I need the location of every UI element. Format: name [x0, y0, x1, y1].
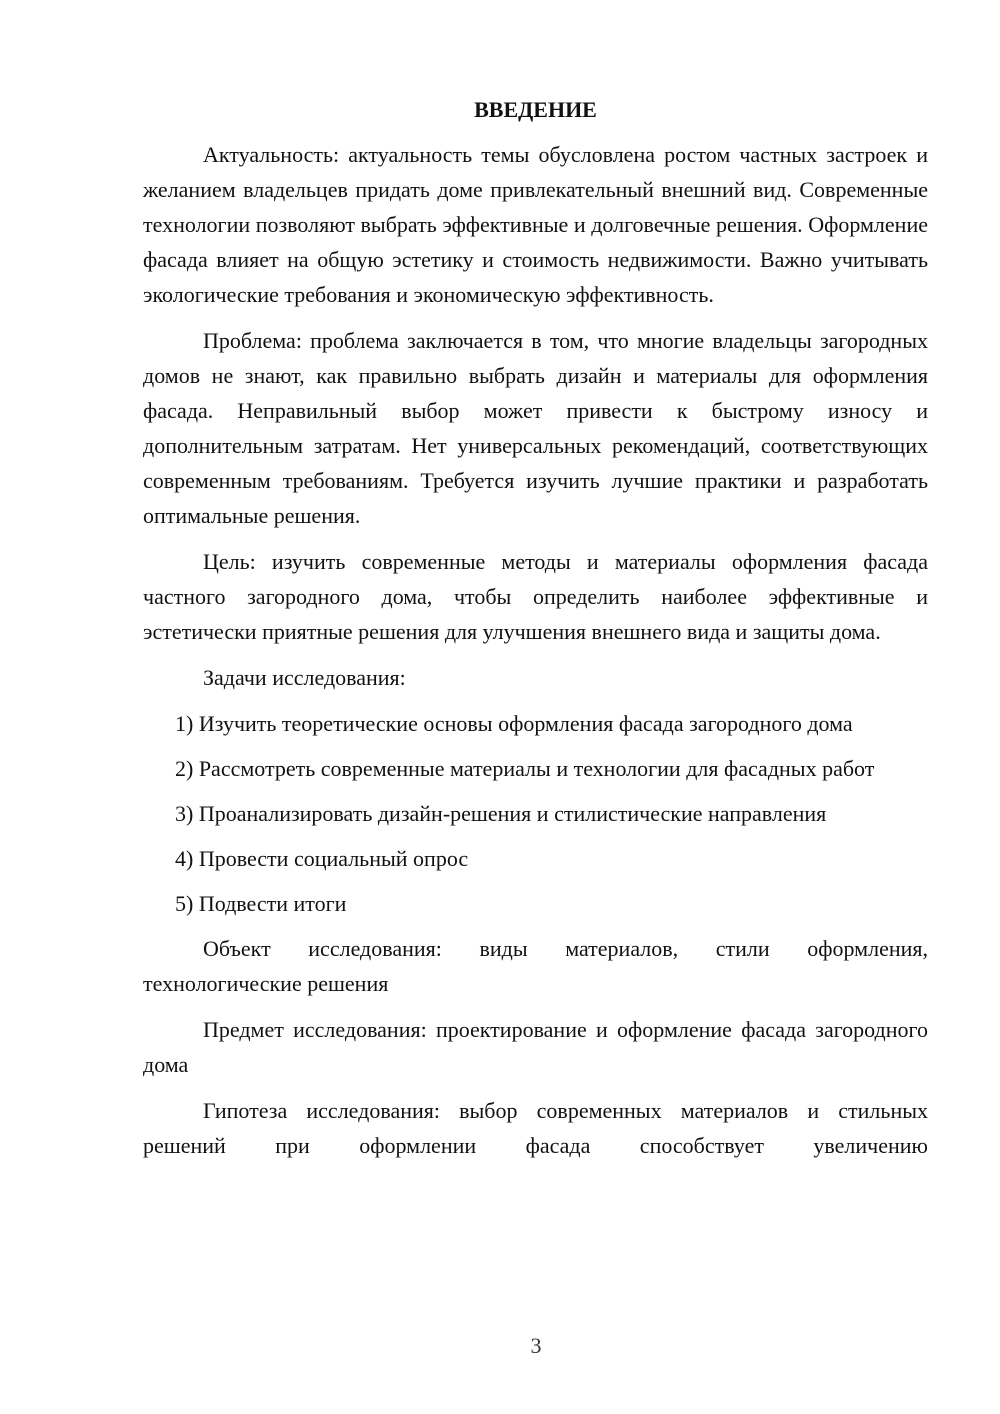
task-item: 2) Рассмотреть современные материалы и технологии для фасадных работ [175, 756, 875, 781]
task-item: 3) Проанализировать дизайн-решения и стилистические направления [175, 801, 827, 826]
document-page [143, 96, 928, 1174]
subject-paragraph: Предмет исследования: проектирование и оформление фасада загородного дома [143, 1017, 928, 1077]
task-item: 4) Провести социальный опрос [175, 846, 469, 871]
section-title: ВВЕДЕНИЕ [474, 97, 597, 122]
page-number: 3 [530, 1333, 542, 1358]
relevance-paragraph: Актуальность: актуальность темы обусловлена ростом частных застроек и желанием владельцев придать доме привлекательный внешний вид. Современные технологии позволяют выбрать эффективные и долговечные решения. Оформление фасада влияет на общую эстетику и стоимость недвижимости. Важно учитывать экологические требования и экономическую эффективность. [143, 142, 928, 307]
goal-paragraph: Цель: изучить современные методы и материалы оформления фасада частного загородного дома, чтобы определить наиболее эффективные и эстетически приятные решения для улучшения внешнего вида и защиты дома. [143, 549, 928, 644]
task-item: 1) Изучить теоретические основы оформления фасада загородного дома [175, 711, 853, 736]
tasks-list [143, 706, 928, 921]
hypothesis-paragraph: Гипотеза исследования: выбор современных материалов и стильных решений при оформлении фасада способствует увеличению [143, 1098, 928, 1158]
task-item: 5) Подвести итоги [175, 891, 347, 916]
tasks-heading: Задачи исследования: [203, 665, 406, 690]
object-paragraph: Объект исследования: виды материалов, стили оформления, технологические решения [143, 936, 928, 996]
problem-paragraph: Проблема: проблема заключается в том, что многие владельцы загородных домов не знают, как правильно выбрать дизайн и материалы для оформления фасада. Неправильный выбор может привести к быстрому износу и дополнительным затратам. Нет универсальных рекомендаций, соответствующих современным требованиям. Требуется изучить лучшие практики и разработать оптимальные решения. [143, 328, 928, 528]
